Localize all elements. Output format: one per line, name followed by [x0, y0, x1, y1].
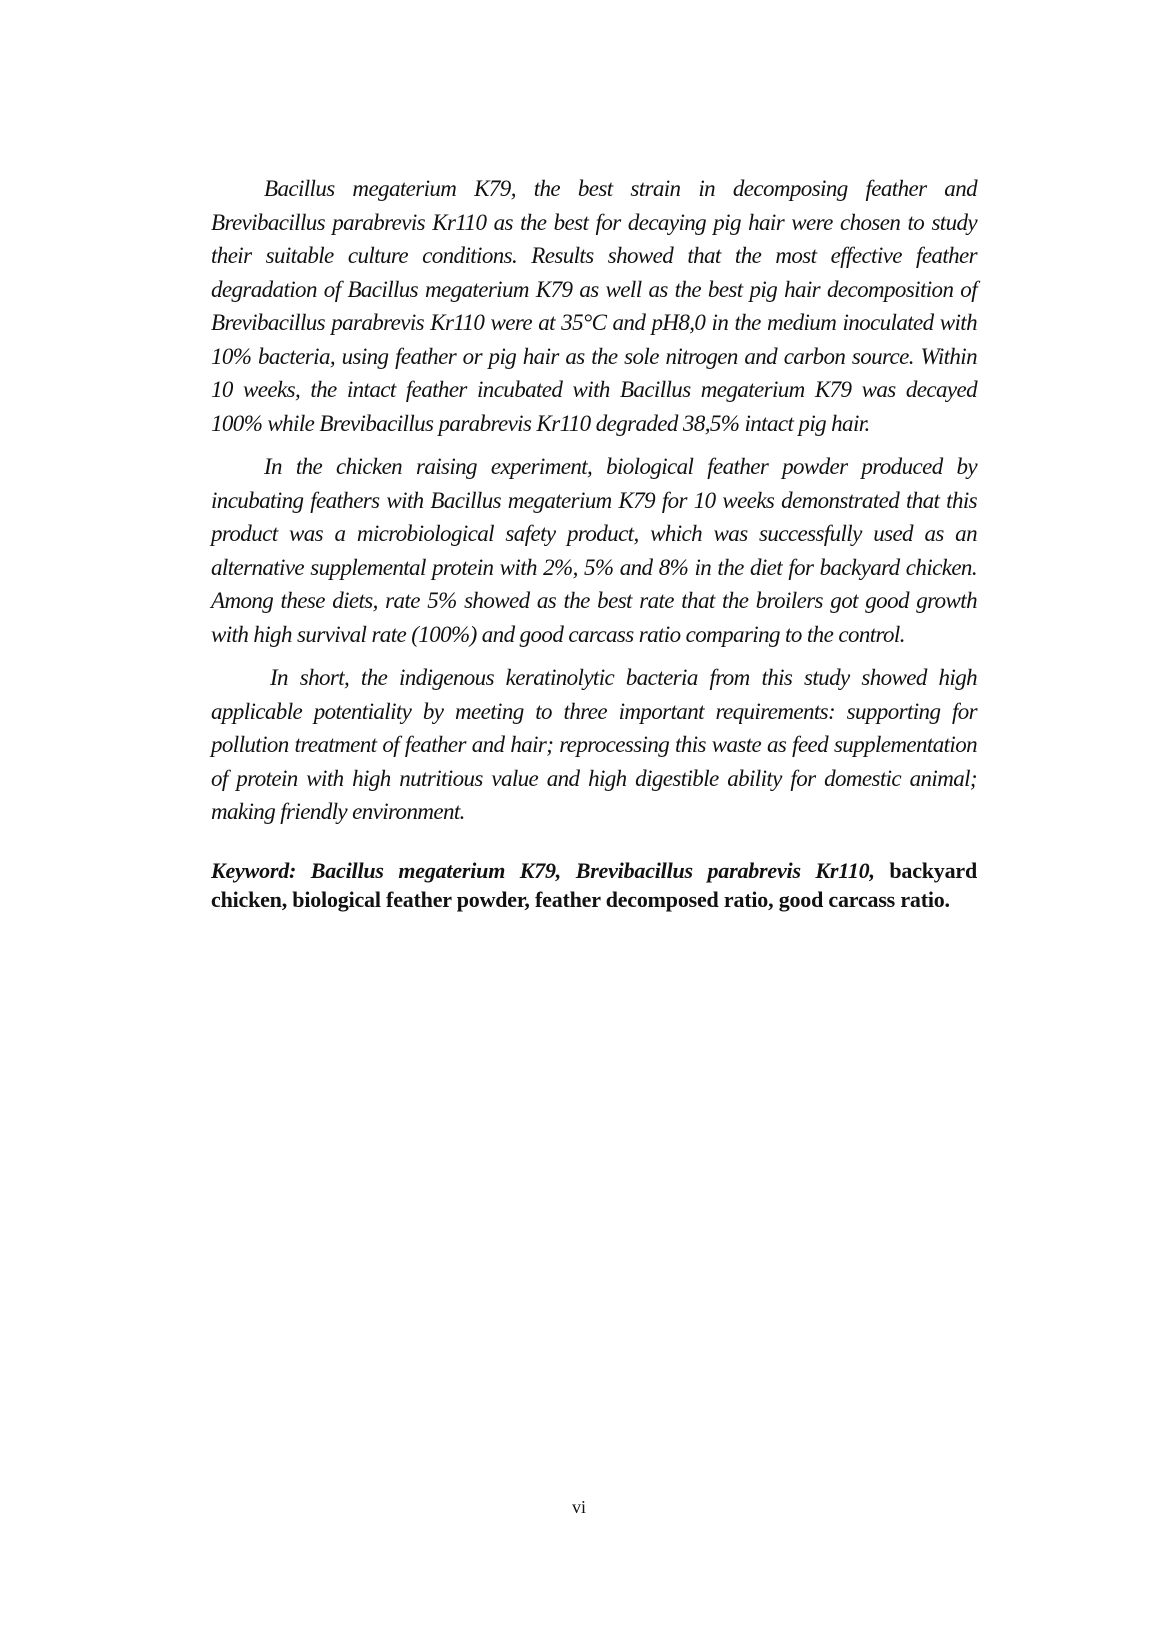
paragraph-conclusion: In short, the indigenous keratinolytic bacteria from this study showed high applicable potentiality by meeting to three important requirements: supporting for pollution treatment of feather and hair; reprocessing this waste as feed supplementation of protein with high nutritious value and high digestible ability for domestic animal; making friendly environment.	[211, 665, 977, 824]
keywords-terms: backyard chicken, biological feather powder, feather decomposed ratio, good carcass ratio.	[211, 857, 978, 912]
paragraph-culture-conditions: Bacillus megaterium K79, the best strain in decomposing feather and Brevibacillus parabrevis Kr110 as the best for decaying pig hair were chosen to study their suitable culture conditions. Results showed that the most effective feather degradation of Bacillus megaterium K79 as well as the best pig hair decomposition of Brevibacillus parabrevis Kr110 were at 35°C and pH8,0 in the medium inoculated with 10% bacteria, using feather or pig hair as the sole nitrogen and carbon source. Within 10 weeks, the intact feather incubated with Bacillus megaterium K79 was decayed 100% while Brevibacillus parabrevis Kr110 degraded 38,5% intact pig hair.	[211, 176, 977, 436]
keywords-label: Keyword:	[211, 857, 297, 883]
page-number: vi	[571, 1497, 586, 1517]
keywords-species: Bacillus megaterium K79, Brevibacillus parabrevis Kr110,	[296, 857, 875, 883]
abstract-body	[211, 172, 977, 914]
paragraph-chicken-experiment: In the chicken raising experiment, biological feather powder produced by incubating feathers with Bacillus megaterium K79 for 10 weeks demonstrated that this product was a microbiological safety product, which was successfully used as an alternative supplemental protein with 2%, 5% and 8% in the diet for backyard chicken. Among these diets, rate 5% showed as the best rate that the broilers got good growth with high survival rate (100%) and good carcass ratio comparing to the control.	[211, 454, 977, 647]
keywords	[211, 856, 977, 914]
